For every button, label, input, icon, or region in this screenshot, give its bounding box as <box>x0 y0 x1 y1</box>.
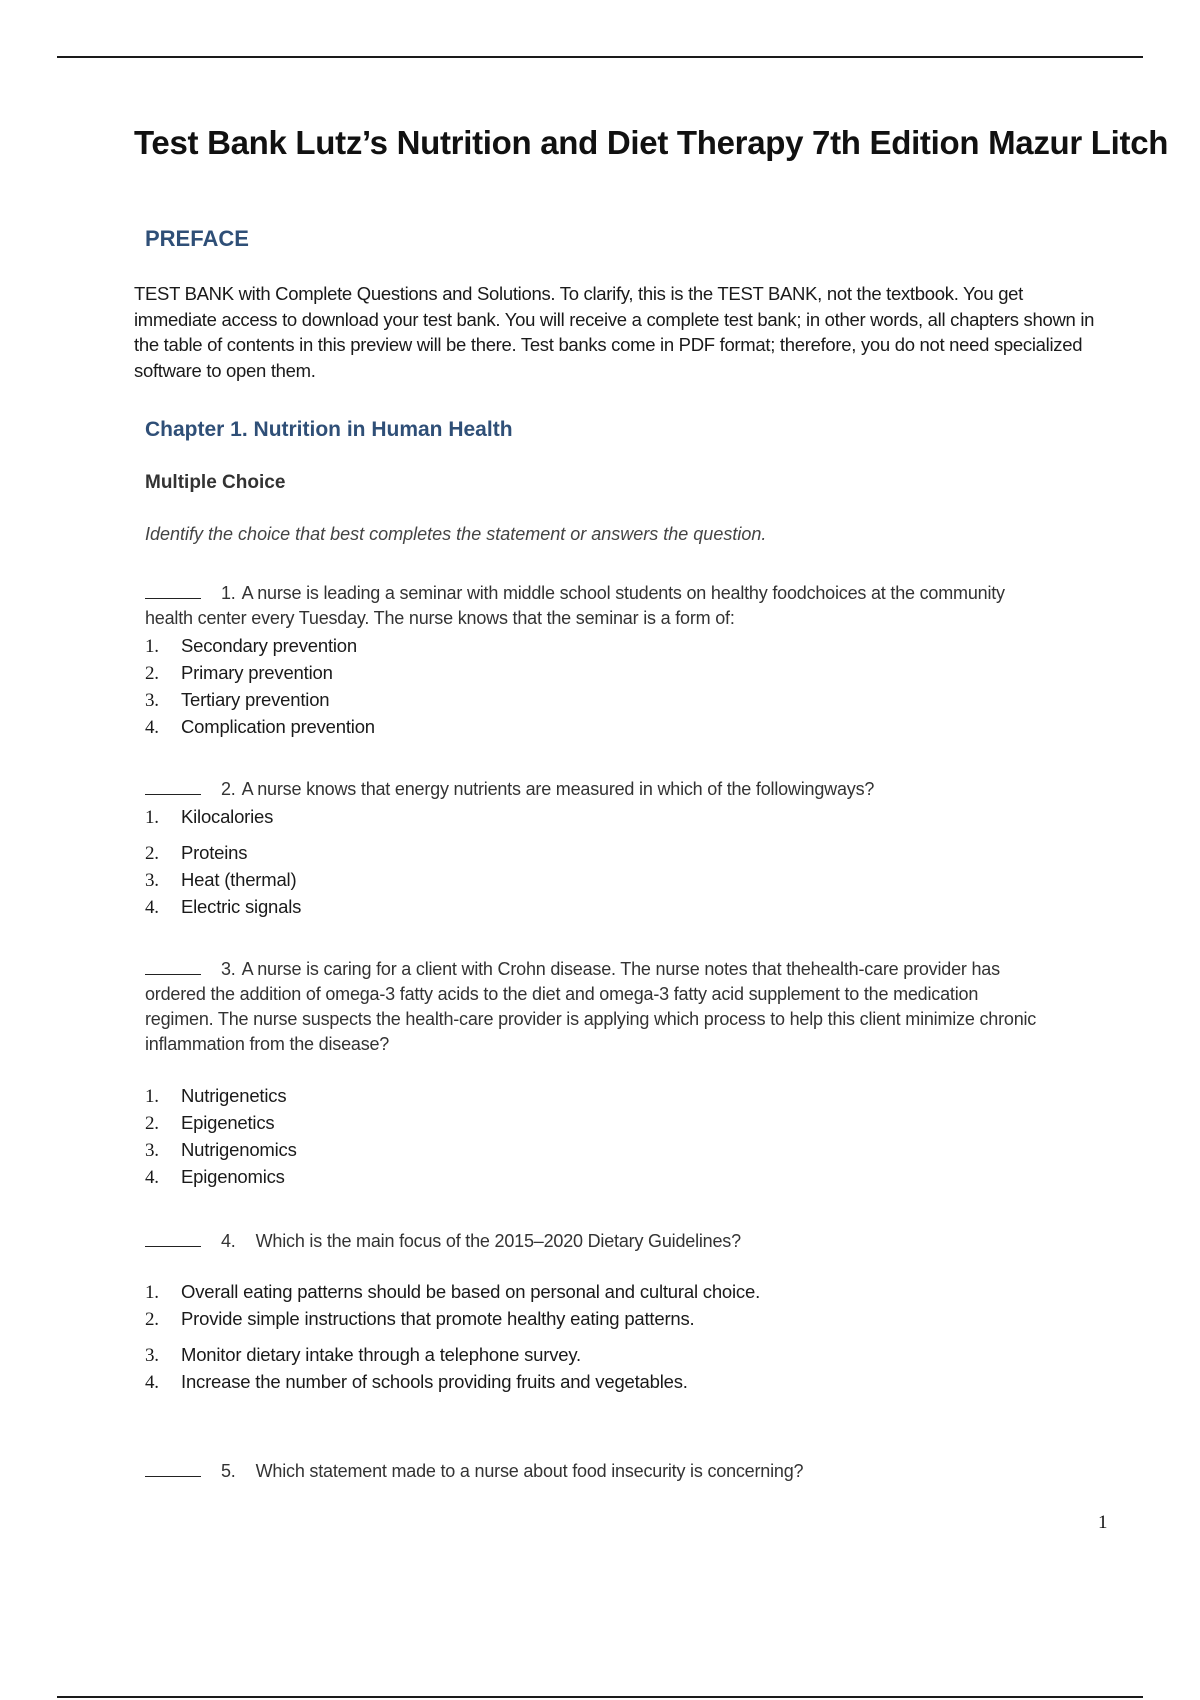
option-item: 4. Epigenomics <box>145 1166 285 1188</box>
question-number: 3. <box>221 959 236 979</box>
answer-blank <box>145 777 201 795</box>
option-item: 2. Epigenetics <box>145 1112 275 1134</box>
question-4 <box>145 1229 1045 1254</box>
page-number: 1 <box>1098 1512 1108 1533</box>
question-1 <box>145 581 1045 631</box>
question-number: 5. <box>221 1461 236 1481</box>
option-item: 4. Electric signals <box>145 896 302 918</box>
top-rule <box>57 56 1143 58</box>
option-item: 3. Tertiary prevention <box>145 689 330 711</box>
option-item: 4. Complication prevention <box>145 716 375 738</box>
option-item: 2. Primary prevention <box>145 662 333 684</box>
question-text: A nurse is caring for a client with Crohn disease. The nurse notes that thehealth-care provider has ordered the addition of omega-3 fatty acids to the diet and omega-3 fatty acid supplement to the medication regimen. The nurse suspects the health-care provider is applying which process to help this client minimize chronic inflammation from the disease? <box>145 959 1037 1054</box>
option-item: 3. Monitor dietary intake through a telephone survey. <box>145 1344 581 1366</box>
question-number: 4. <box>221 1231 236 1251</box>
bottom-rule <box>57 1696 1143 1698</box>
document-title: Test Bank Lutz’s Nutrition and Diet Therapy 7th Edition Mazur Litch <box>134 124 1169 161</box>
option-item: 4. Increase the number of schools providing fruits and vegetables. <box>145 1371 688 1393</box>
question-text: A nurse is leading a seminar with middle school students on healthy foodchoices at the community health center every Tuesday. The nurse knows that the seminar is a form of: <box>145 583 1005 628</box>
option-item: 1. Nutrigenetics <box>145 1085 287 1107</box>
instructions-text: Identify the choice that best completes the statement or answers the question. <box>145 524 767 544</box>
option-item: 3. Heat (thermal) <box>145 869 297 891</box>
chapter-heading: Chapter 1. Nutrition in Human Health <box>145 418 513 441</box>
option-item: 3. Nutrigenomics <box>145 1139 297 1161</box>
question-number: 2. <box>221 779 236 799</box>
option-item: 1. Kilocalories <box>145 806 274 828</box>
option-item: 2. Proteins <box>145 842 248 864</box>
answer-blank <box>145 1229 201 1247</box>
preface-heading: PREFACE <box>145 226 249 251</box>
option-item: 1. Secondary prevention <box>145 635 357 657</box>
question-3 <box>145 957 1045 1057</box>
section-heading: Multiple Choice <box>145 472 286 493</box>
question-text: Which is the main focus of the 2015–2020 Dietary Guidelines? <box>255 1231 741 1251</box>
answer-blank <box>145 957 201 975</box>
option-item: 1. Overall eating patterns should be based on personal and cultural choice. <box>145 1281 761 1303</box>
question-2 <box>145 777 1045 802</box>
question-number: 1. <box>221 583 236 603</box>
answer-blank <box>145 581 201 599</box>
question-5 <box>145 1459 1045 1484</box>
answer-blank <box>145 1459 201 1477</box>
option-item: 2. Provide simple instructions that promote healthy eating patterns. <box>145 1308 695 1330</box>
preface-text: TEST BANK with Complete Questions and Solutions. To clarify, this is the TEST BANK, not the textbook. You get immediate access to download your test bank. You will receive a complete test bank; in other words, all chapters shown in the table of contents in this preview will be there. Test banks come in PDF format; therefore, you do not need specialized software to open them. <box>134 283 1095 381</box>
question-text: Which statement made to a nurse about food insecurity is concerning? <box>255 1461 804 1481</box>
question-text: A nurse knows that energy nutrients are measured in which of the followingways? <box>241 779 875 799</box>
